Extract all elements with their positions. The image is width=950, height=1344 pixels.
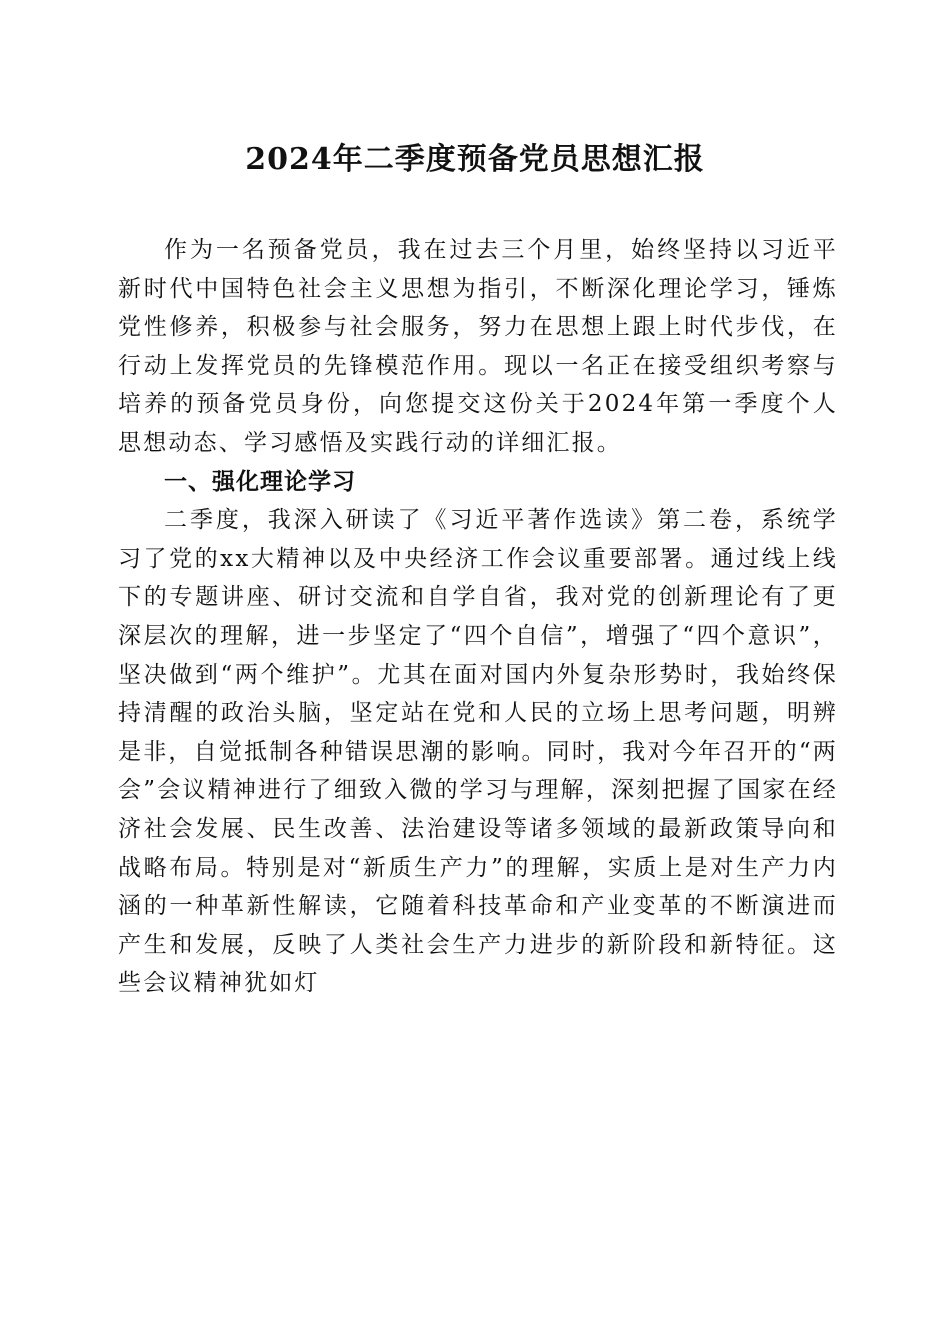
paragraph-intro: 作为一名预备党员，我在过去三个月里，始终坚持以习近平新时代中国特色社会主义思想为指引，不断深化理论学习，锤炼党性修养，积极参与社会服务，努力在思想上跟上时代步伐，在行动上发挥党员的先锋模范作用。现以一名正在接受组织考察与培养的预备党员身份，向您提交这份关于2024年第一季度个人思想动态、学习感悟及实践行动的详细汇报。 — [118, 237, 838, 456]
paragraph-theory-study: 二季度，我深入研读了《习近平著作选读》第二卷，系统学习了党的xx大精神以及中央经济工作会议重要部署。通过线上线下的专题讲座、研讨交流和自学自省，我对党的创新理论有了更深层次的理解，进一步坚定了“四个自信”，增强了“四个意识”，坚决做到“两个维护”。尤其在面对国内外复杂形势时，我始终保持清醒的政治头脑，坚定站在党和人民的立场上思考问题，明辨是非，自觉抵制各种错误思潮的影响。同时，我对今年召开的“两会”会议精神进行了细致入微的学习与理解，深刻把握了国家在经济社会发展、民生改善、法治建设等诸多领域的最新政策导向和战略布局。特别是对“新质生产力”的理解，实质上是对生产力内涵的一种革新性解读，它随着科技革命和产业变革的不断演进而产生和发展，反映了人类社会生产力进步的新阶段和新特征。这些会议精神犹如灯 — [118, 507, 838, 997]
document-body — [118, 231, 838, 1003]
document-title: 2024年二季度预备党员思想汇报 — [245, 142, 705, 177]
section-heading-theory-study: 一、强化理论学习 — [164, 468, 356, 495]
